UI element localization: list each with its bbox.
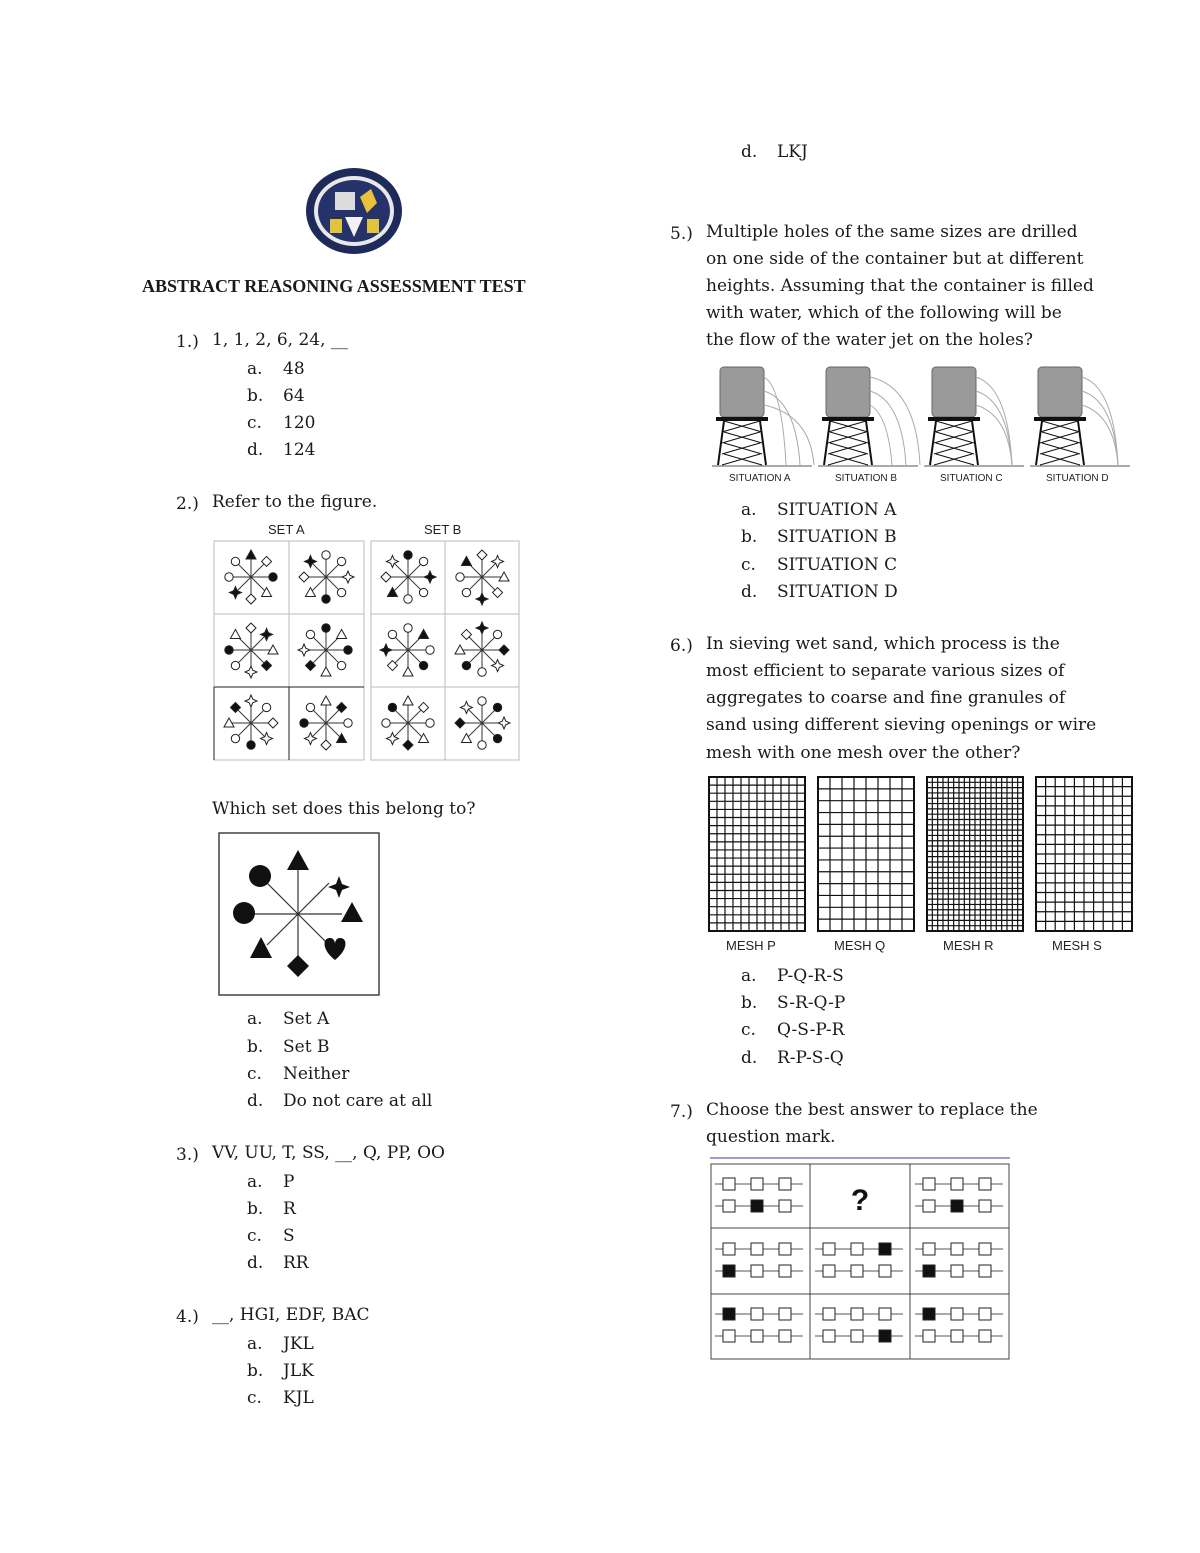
figure-cell xyxy=(381,551,436,603)
option-b[interactable] xyxy=(247,1361,314,1381)
option-letter: d. xyxy=(247,1253,264,1273)
question-prompt-line: In sieving wet sand, which process is the xyxy=(706,634,1060,654)
figure-cell xyxy=(298,624,352,676)
situation-label: SITUATION B xyxy=(835,473,898,484)
matrix-cell xyxy=(915,1308,1003,1342)
option-text: KJL xyxy=(283,1388,314,1408)
question-prompt-line: sand using different sieving openings or wire xyxy=(706,715,1097,735)
figure-cell xyxy=(224,695,278,749)
question-number: 4.) xyxy=(176,1307,199,1327)
option-letter: c. xyxy=(741,555,756,575)
question-mark: ? xyxy=(850,1184,870,1217)
question-prompt-line: most efficient to separate various sizes of xyxy=(706,661,1065,681)
option-letter: a. xyxy=(247,1172,263,1192)
question-figure xyxy=(218,832,380,996)
option-a[interactable] xyxy=(741,966,844,986)
situation-label: SITUATION C xyxy=(940,473,1003,484)
figure-cell xyxy=(455,622,509,676)
option-text: S-R-Q-P xyxy=(777,993,846,1013)
figure-cell xyxy=(300,696,352,750)
option-text: 48 xyxy=(283,359,305,379)
option-c[interactable] xyxy=(247,413,315,433)
option-text: SITUATION C xyxy=(777,555,898,575)
question-prompt-line: mesh with one mesh over the other? xyxy=(706,743,1021,763)
wire-mesh xyxy=(709,777,805,931)
option-a[interactable] xyxy=(741,500,896,520)
option-text: SITUATION D xyxy=(777,582,898,602)
question-number: 1.) xyxy=(176,332,199,352)
option-text: P-Q-R-S xyxy=(777,966,844,986)
question-prompt-line: with water, which of the following will be xyxy=(706,303,1062,323)
option-text: 124 xyxy=(283,440,316,460)
tank-situation xyxy=(818,367,920,466)
question-prompt-line: on one side of the container but at different xyxy=(706,249,1084,269)
option-letter: c. xyxy=(247,1226,262,1246)
option-b[interactable] xyxy=(247,1199,296,1219)
matrix-cell xyxy=(915,1243,1003,1277)
option-letter: d. xyxy=(247,1091,264,1111)
option-text: P xyxy=(283,1172,295,1192)
matrix-figure xyxy=(708,1156,1012,1362)
option-letter: d. xyxy=(247,440,264,460)
matrix-cell xyxy=(715,1178,803,1212)
option-letter: b. xyxy=(247,1361,264,1381)
figure-cell xyxy=(380,624,434,676)
question-number: 7.) xyxy=(670,1102,693,1122)
option-d[interactable] xyxy=(247,1091,432,1111)
tank-situation xyxy=(924,367,1024,466)
matrix-cell xyxy=(815,1308,903,1342)
option-letter: b. xyxy=(247,1037,264,1057)
figure-cell xyxy=(299,551,354,603)
option-c[interactable] xyxy=(741,555,897,575)
option-text: Q-S-P-R xyxy=(777,1020,845,1040)
option-letter: c. xyxy=(247,1064,262,1084)
school-seal-icon xyxy=(305,167,403,255)
option-letter: a. xyxy=(741,966,757,986)
option-text: R-P-S-Q xyxy=(777,1048,844,1068)
option-letter: d. xyxy=(741,1048,758,1068)
option-c[interactable] xyxy=(741,1020,844,1040)
option-b[interactable] xyxy=(741,527,897,547)
page-title: ABSTRACT REASONING ASSESSMENT TEST xyxy=(142,276,526,296)
option-letter: a. xyxy=(247,359,263,379)
option-c[interactable] xyxy=(247,1388,314,1408)
option-a[interactable] xyxy=(247,359,305,379)
option-letter: a. xyxy=(247,1009,263,1029)
mesh-label: MESH R xyxy=(943,938,994,953)
option-c[interactable] xyxy=(247,1226,295,1246)
question-prompt-line: Multiple holes of the same sizes are drilled xyxy=(706,222,1078,242)
mesh-label: MESH P xyxy=(726,938,776,953)
tanks-figure xyxy=(712,365,1130,471)
question-prompt-line: the flow of the water jet on the holes? xyxy=(706,330,1033,350)
option-letter: a. xyxy=(247,1334,263,1354)
option-text: JLK xyxy=(283,1361,314,1381)
option-text: Set B xyxy=(283,1037,330,1057)
question-number: 3.) xyxy=(176,1145,199,1165)
option-text: RR xyxy=(283,1253,309,1273)
mesh-figure xyxy=(708,776,1134,932)
option-d[interactable] xyxy=(741,142,808,162)
option-text: 64 xyxy=(283,386,305,406)
tank-situation xyxy=(712,367,814,466)
sub-prompt: Which set does this belong to? xyxy=(212,799,476,819)
option-d[interactable] xyxy=(741,1048,844,1068)
option-letter: b. xyxy=(741,993,758,1013)
option-letter: c. xyxy=(247,1388,262,1408)
question-prompt: __, HGI, EDF, BAC xyxy=(212,1305,370,1325)
option-b[interactable] xyxy=(741,993,845,1013)
option-d[interactable] xyxy=(741,582,898,602)
option-letter: c. xyxy=(247,413,262,433)
set-b-label: SET B xyxy=(424,522,462,537)
option-letter: a. xyxy=(741,500,757,520)
option-d[interactable] xyxy=(247,1253,309,1273)
sets-figure xyxy=(213,540,521,762)
question-prompt-line: question mark. xyxy=(706,1127,836,1147)
question-number: 2.) xyxy=(176,494,199,514)
matrix-cell xyxy=(815,1243,903,1277)
mesh-label: MESH S xyxy=(1052,938,1102,953)
option-a[interactable] xyxy=(247,1172,294,1192)
figure-cell xyxy=(225,623,278,678)
question-prompt-line: aggregates to coarse and fine granules of xyxy=(706,688,1066,708)
figure-cell xyxy=(455,697,510,749)
option-text: S xyxy=(283,1226,295,1246)
option-text: Set A xyxy=(283,1009,330,1029)
option-letter: d. xyxy=(741,582,758,602)
option-d[interactable] xyxy=(247,440,315,460)
figure-cell xyxy=(456,550,509,605)
tank-situation xyxy=(1030,367,1130,466)
wire-mesh xyxy=(1036,777,1132,931)
option-c[interactable] xyxy=(247,1064,349,1084)
situation-label: SITUATION D xyxy=(1046,473,1109,484)
option-a[interactable] xyxy=(247,1009,329,1029)
question-prompt-line: Choose the best answer to replace the xyxy=(706,1100,1038,1120)
option-letter: d. xyxy=(741,142,758,162)
question-number: 6.) xyxy=(670,636,693,656)
mesh-label: MESH Q xyxy=(834,938,886,953)
matrix-cell xyxy=(715,1308,803,1342)
matrix-cell xyxy=(915,1178,1003,1212)
wire-mesh xyxy=(927,777,1023,931)
option-letter: b. xyxy=(741,527,758,547)
option-text: Neither xyxy=(283,1064,350,1084)
option-letter: b. xyxy=(247,1199,264,1219)
figure-cell xyxy=(225,550,277,604)
option-a[interactable] xyxy=(247,1334,314,1354)
option-text: R xyxy=(283,1199,296,1219)
figure-cell xyxy=(382,696,434,750)
question-number: 5.) xyxy=(670,224,693,244)
option-text: SITUATION B xyxy=(777,527,897,547)
question-prompt: Refer to the figure. xyxy=(212,492,378,512)
option-text: 120 xyxy=(283,413,316,433)
option-letter: c. xyxy=(741,1020,756,1040)
option-b[interactable] xyxy=(247,386,305,406)
wire-mesh xyxy=(818,777,914,931)
option-letter: b. xyxy=(247,386,264,406)
option-text: JKL xyxy=(283,1334,314,1354)
option-text: Do not care at all xyxy=(283,1091,433,1111)
situation-label: SITUATION A xyxy=(729,473,791,484)
option-text: SITUATION A xyxy=(777,500,897,520)
option-b[interactable] xyxy=(247,1037,329,1057)
question-prompt: VV, UU, T, SS, __, Q, PP, OO xyxy=(212,1143,445,1163)
option-text: LKJ xyxy=(777,142,808,162)
matrix-cell xyxy=(715,1243,803,1277)
question-prompt-line: heights. Assuming that the container is filled xyxy=(706,276,1094,296)
set-a-label: SET A xyxy=(268,522,305,537)
question-prompt: 1, 1, 2, 6, 24, __ xyxy=(212,330,348,350)
